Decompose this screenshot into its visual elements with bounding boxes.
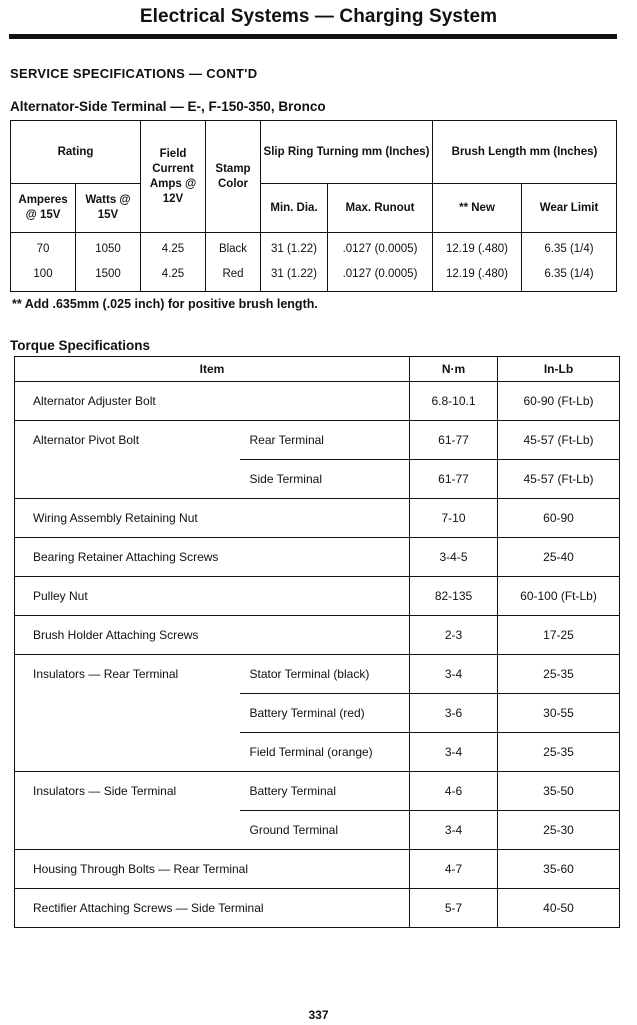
sub-item-cell: Stator Terminal (black) (240, 655, 410, 694)
max-runout-header: Max. Runout (328, 184, 433, 233)
inlb-cell: 25-30 (498, 811, 620, 850)
inlb-cell: 60-90 (498, 499, 620, 538)
nm-cell: 4-6 (410, 772, 498, 811)
min-dia-values: 31 (1.22) 31 (1.22) (261, 233, 328, 292)
nm-cell: 6.8-10.1 (410, 382, 498, 421)
item-cell: Alternator Adjuster Bolt (15, 382, 410, 421)
table-row (15, 499, 620, 538)
page-title: Electrical Systems — Charging System (139, 6, 498, 27)
item-cell: Insulators — Rear Terminal (15, 655, 240, 772)
alternator-heading: Alternator-Side Terminal — E-, F-150-350, Bronco (10, 99, 326, 114)
amperes-values: 70 100 (11, 233, 76, 292)
sub-item-cell: Rear Terminal (240, 421, 410, 460)
inlb-cell: 35-60 (498, 850, 620, 889)
new-header: ** New (433, 184, 522, 233)
table-row (15, 655, 620, 694)
sub-item-cell: Side Terminal (240, 460, 410, 499)
inlb-cell: 25-35 (498, 655, 620, 694)
max-runout-values: .0127 (0.0005) .0127 (0.0005) (328, 233, 433, 292)
inlb-column-header: In-Lb (498, 357, 620, 382)
new-values: 12.19 (.480) 12.19 (.480) (433, 233, 522, 292)
item-column-header: Item (15, 357, 410, 382)
inlb-cell: 17-25 (498, 616, 620, 655)
table-row (15, 421, 620, 460)
inlb-cell: 60-100 (Ft-Lb) (498, 577, 620, 616)
nm-cell: 7-10 (410, 499, 498, 538)
field-current-header: Field Current Amps @ 12V (141, 121, 206, 233)
item-cell: Housing Through Bolts — Rear Terminal (15, 850, 410, 889)
sub-item-cell: Field Terminal (orange) (240, 733, 410, 772)
nm-cell: 3-4-5 (410, 538, 498, 577)
stamp-color-header: Stamp Color (206, 121, 261, 233)
wear-limit-header: Wear Limit (522, 184, 617, 233)
amps-values: 4.25 4.25 (141, 233, 206, 292)
alternator-spec-table (10, 120, 617, 292)
alternator-values-row (11, 233, 617, 292)
wear-limit-values: 6.35 (1/4) 6.35 (1/4) (522, 233, 617, 292)
item-cell: Wiring Assembly Retaining Nut (15, 499, 410, 538)
table-row (15, 889, 620, 928)
nm-cell: 61-77 (410, 460, 498, 499)
torque-spec-table (14, 356, 620, 928)
inlb-cell: 25-40 (498, 538, 620, 577)
inlb-cell: 45-57 (Ft-Lb) (498, 421, 620, 460)
nm-cell: 3-4 (410, 811, 498, 850)
item-cell: Brush Holder Attaching Screws (15, 616, 410, 655)
inlb-cell: 60-90 (Ft-Lb) (498, 382, 620, 421)
footnote: ** Add .635mm (.025 inch) for positive brush length. (12, 297, 318, 311)
title-rule (9, 34, 617, 39)
table-row (15, 538, 620, 577)
sub-item-cell: Ground Terminal (240, 811, 410, 850)
torque-heading: Torque Specifications (10, 338, 151, 353)
watts-header: Watts @ 15V (76, 184, 141, 233)
sub-item-cell: Battery Terminal (red) (240, 694, 410, 733)
item-cell: Rectifier Attaching Screws — Side Terminal (15, 889, 410, 928)
rating-header: Rating (11, 121, 141, 184)
item-cell: Pulley Nut (15, 577, 410, 616)
table-row (15, 577, 620, 616)
sub-item-cell: Battery Terminal (240, 772, 410, 811)
stamp-color-values: Black Red (206, 233, 261, 292)
nm-cell: 4-7 (410, 850, 498, 889)
item-cell: Alternator Pivot Bolt (15, 421, 240, 499)
watts-values: 1050 1500 (76, 233, 141, 292)
nm-cell: 61-77 (410, 421, 498, 460)
slip-ring-header: Slip Ring Turning mm (Inches) (261, 121, 433, 184)
item-cell: Bearing Retainer Attaching Screws (15, 538, 410, 577)
nm-cell: 82-135 (410, 577, 498, 616)
inlb-cell: 35-50 (498, 772, 620, 811)
inlb-cell: 45-57 (Ft-Lb) (498, 460, 620, 499)
table-row (15, 772, 620, 811)
inlb-cell: 30-55 (498, 694, 620, 733)
brush-length-header: Brush Length mm (Inches) (433, 121, 617, 184)
nm-cell: 5-7 (410, 889, 498, 928)
nm-cell: 3-6 (410, 694, 498, 733)
inlb-cell: 25-35 (498, 733, 620, 772)
table-row (15, 850, 620, 889)
nm-cell: 3-4 (410, 733, 498, 772)
min-dia-header: Min. Dia. (261, 184, 328, 233)
inlb-cell: 40-50 (498, 889, 620, 928)
table-row (15, 616, 620, 655)
amperes-header: Amperes @ 15V (11, 184, 76, 233)
nm-cell: 3-4 (410, 655, 498, 694)
item-cell: Insulators — Side Terminal (15, 772, 240, 850)
nm-cell: 2-3 (410, 616, 498, 655)
table-row (15, 382, 620, 421)
nm-column-header: N·m (410, 357, 498, 382)
section-heading: SERVICE SPECIFICATIONS — CONT'D (10, 66, 258, 81)
page-number: 337 (308, 1008, 329, 1022)
